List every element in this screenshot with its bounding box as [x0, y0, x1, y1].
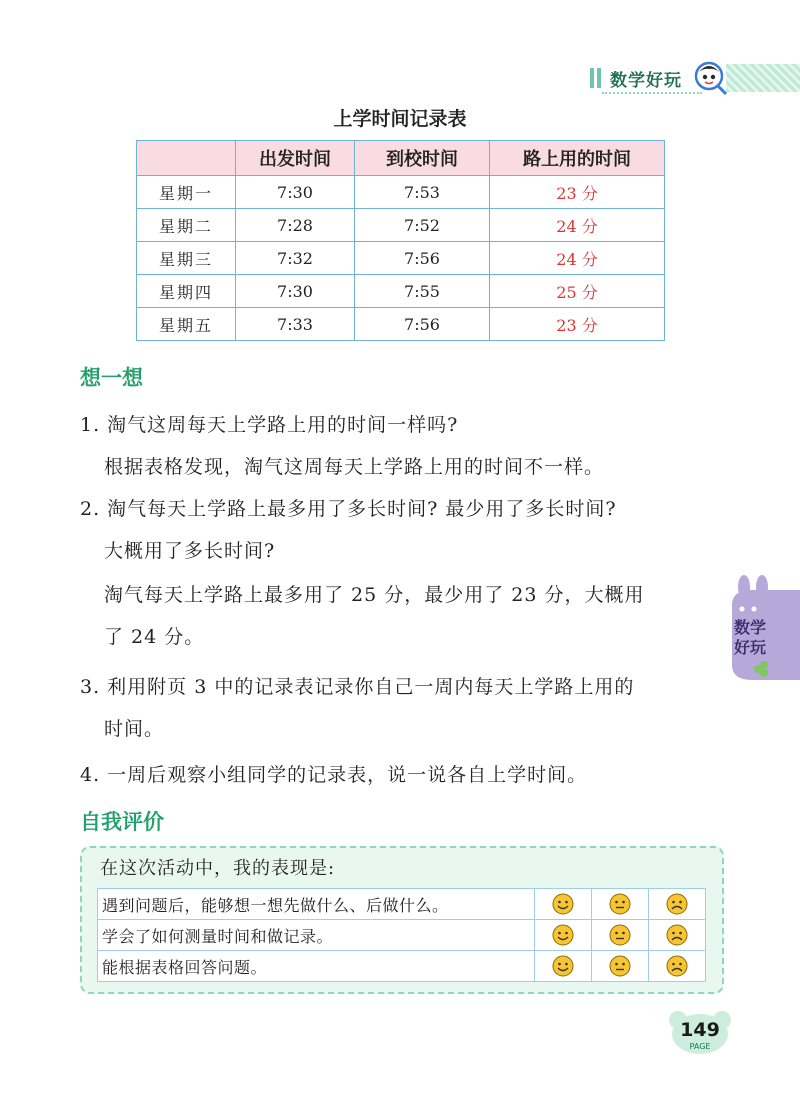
table-row — [137, 308, 665, 341]
question-3-cont: 时间。 — [104, 718, 165, 740]
question-3: 3. 利用附页 3 中的记录表记录你自己一周内每天上学路上用的 — [80, 676, 635, 698]
duration-cell: 24 分 — [490, 242, 665, 275]
side-tab-text-1: 数学 — [734, 618, 767, 637]
table-header-cell: 路上用的时间 — [490, 141, 665, 176]
answer-2: 淘气每天上学路上最多用了 25 分，最少用了 23 分，大概用 — [104, 584, 645, 606]
eval-item: 遇到问题后，能够想一想先做什么、后做什么。 — [98, 889, 535, 920]
section-header — [588, 60, 800, 100]
eval-item: 学会了如何测量时间和做记录。 — [98, 920, 535, 951]
day-cell: 星期五 — [137, 308, 236, 341]
neutral-face-icon — [608, 954, 632, 978]
eval-item: 能根据表格回答问题。 — [98, 951, 535, 982]
page-label: PAGE — [689, 1042, 711, 1051]
neutral-face-option[interactable] — [592, 951, 649, 982]
arrive-cell: 7:53 — [355, 176, 490, 209]
table-row — [98, 951, 706, 982]
self-eval-heading: 自我评价 — [80, 810, 164, 834]
day-cell: 星期一 — [137, 176, 236, 209]
table-row — [137, 209, 665, 242]
arrive-cell: 7:55 — [355, 275, 490, 308]
self-eval-box — [80, 846, 724, 994]
answer-2-cont: 了 24 分。 — [104, 626, 205, 648]
section-title: 数学好玩 — [610, 71, 682, 91]
duration-cell: 23 分 — [490, 176, 665, 209]
table-row — [98, 920, 706, 951]
arrive-cell: 7:56 — [355, 308, 490, 341]
day-cell: 星期三 — [137, 242, 236, 275]
day-cell: 星期四 — [137, 275, 236, 308]
depart-cell: 7:30 — [236, 176, 355, 209]
table-row — [98, 889, 706, 920]
neutral-face-option[interactable] — [592, 889, 649, 920]
duration-cell: 24 分 — [490, 209, 665, 242]
table-row — [137, 176, 665, 209]
sad-face-option[interactable] — [649, 951, 706, 982]
neutral-face-icon — [608, 892, 632, 916]
striped-decoration — [726, 64, 800, 92]
neutral-face-icon — [608, 923, 632, 947]
smile-face-icon — [551, 892, 575, 916]
record-table — [136, 140, 665, 341]
sad-face-icon — [665, 954, 689, 978]
arrive-cell: 7:52 — [355, 209, 490, 242]
side-tab-text-2: 好玩 — [734, 638, 767, 657]
sad-face-option[interactable] — [649, 920, 706, 951]
depart-cell: 7:28 — [236, 209, 355, 242]
smile-face-option[interactable] — [535, 951, 592, 982]
table-header-row — [137, 141, 665, 176]
day-cell: 星期二 — [137, 209, 236, 242]
mascot-magnifier-icon — [692, 60, 728, 96]
arrive-cell: 7:56 — [355, 242, 490, 275]
table-header-cell — [137, 141, 236, 176]
depart-cell: 7:33 — [236, 308, 355, 341]
smile-face-icon — [551, 923, 575, 947]
record-table-title: 上学时间记录表 — [333, 108, 467, 130]
question-2-cont: 大概用了多长时间? — [104, 540, 276, 562]
duration-cell: 25 分 — [490, 275, 665, 308]
sad-face-icon — [665, 923, 689, 947]
side-tab-bunny — [730, 575, 800, 680]
table-header-cell: 到校时间 — [355, 141, 490, 176]
question-4: 4. 一周后观察小组同学的记录表，说一说各自上学时间。 — [80, 764, 588, 786]
question-1: 1. 淘气这周每天上学路上用的时间一样吗? — [80, 414, 459, 436]
sad-face-icon — [665, 892, 689, 916]
duration-cell: 23 分 — [490, 308, 665, 341]
neutral-face-option[interactable] — [592, 920, 649, 951]
header-bars — [590, 68, 604, 92]
self-eval-intro: 在这次活动中，我的表现是: — [100, 858, 336, 879]
smile-face-option[interactable] — [535, 920, 592, 951]
answer-1: 根据表格发现，淘气这周每天上学路上用的时间不一样。 — [104, 456, 605, 478]
dotted-divider — [602, 92, 702, 94]
depart-cell: 7:32 — [236, 242, 355, 275]
think-heading: 想一想 — [80, 366, 143, 390]
smile-face-option[interactable] — [535, 889, 592, 920]
smile-face-icon — [551, 954, 575, 978]
page-number-badge — [668, 1008, 732, 1056]
question-2: 2. 淘气每天上学路上最多用了多长时间? 最少用了多长时间? — [80, 498, 617, 520]
sad-face-option[interactable] — [649, 889, 706, 920]
depart-cell: 7:30 — [236, 275, 355, 308]
self-eval-table — [97, 888, 706, 982]
table-row — [137, 242, 665, 275]
table-header-cell: 出发时间 — [236, 141, 355, 176]
page-number: 149 — [680, 1019, 720, 1041]
table-row — [137, 275, 665, 308]
